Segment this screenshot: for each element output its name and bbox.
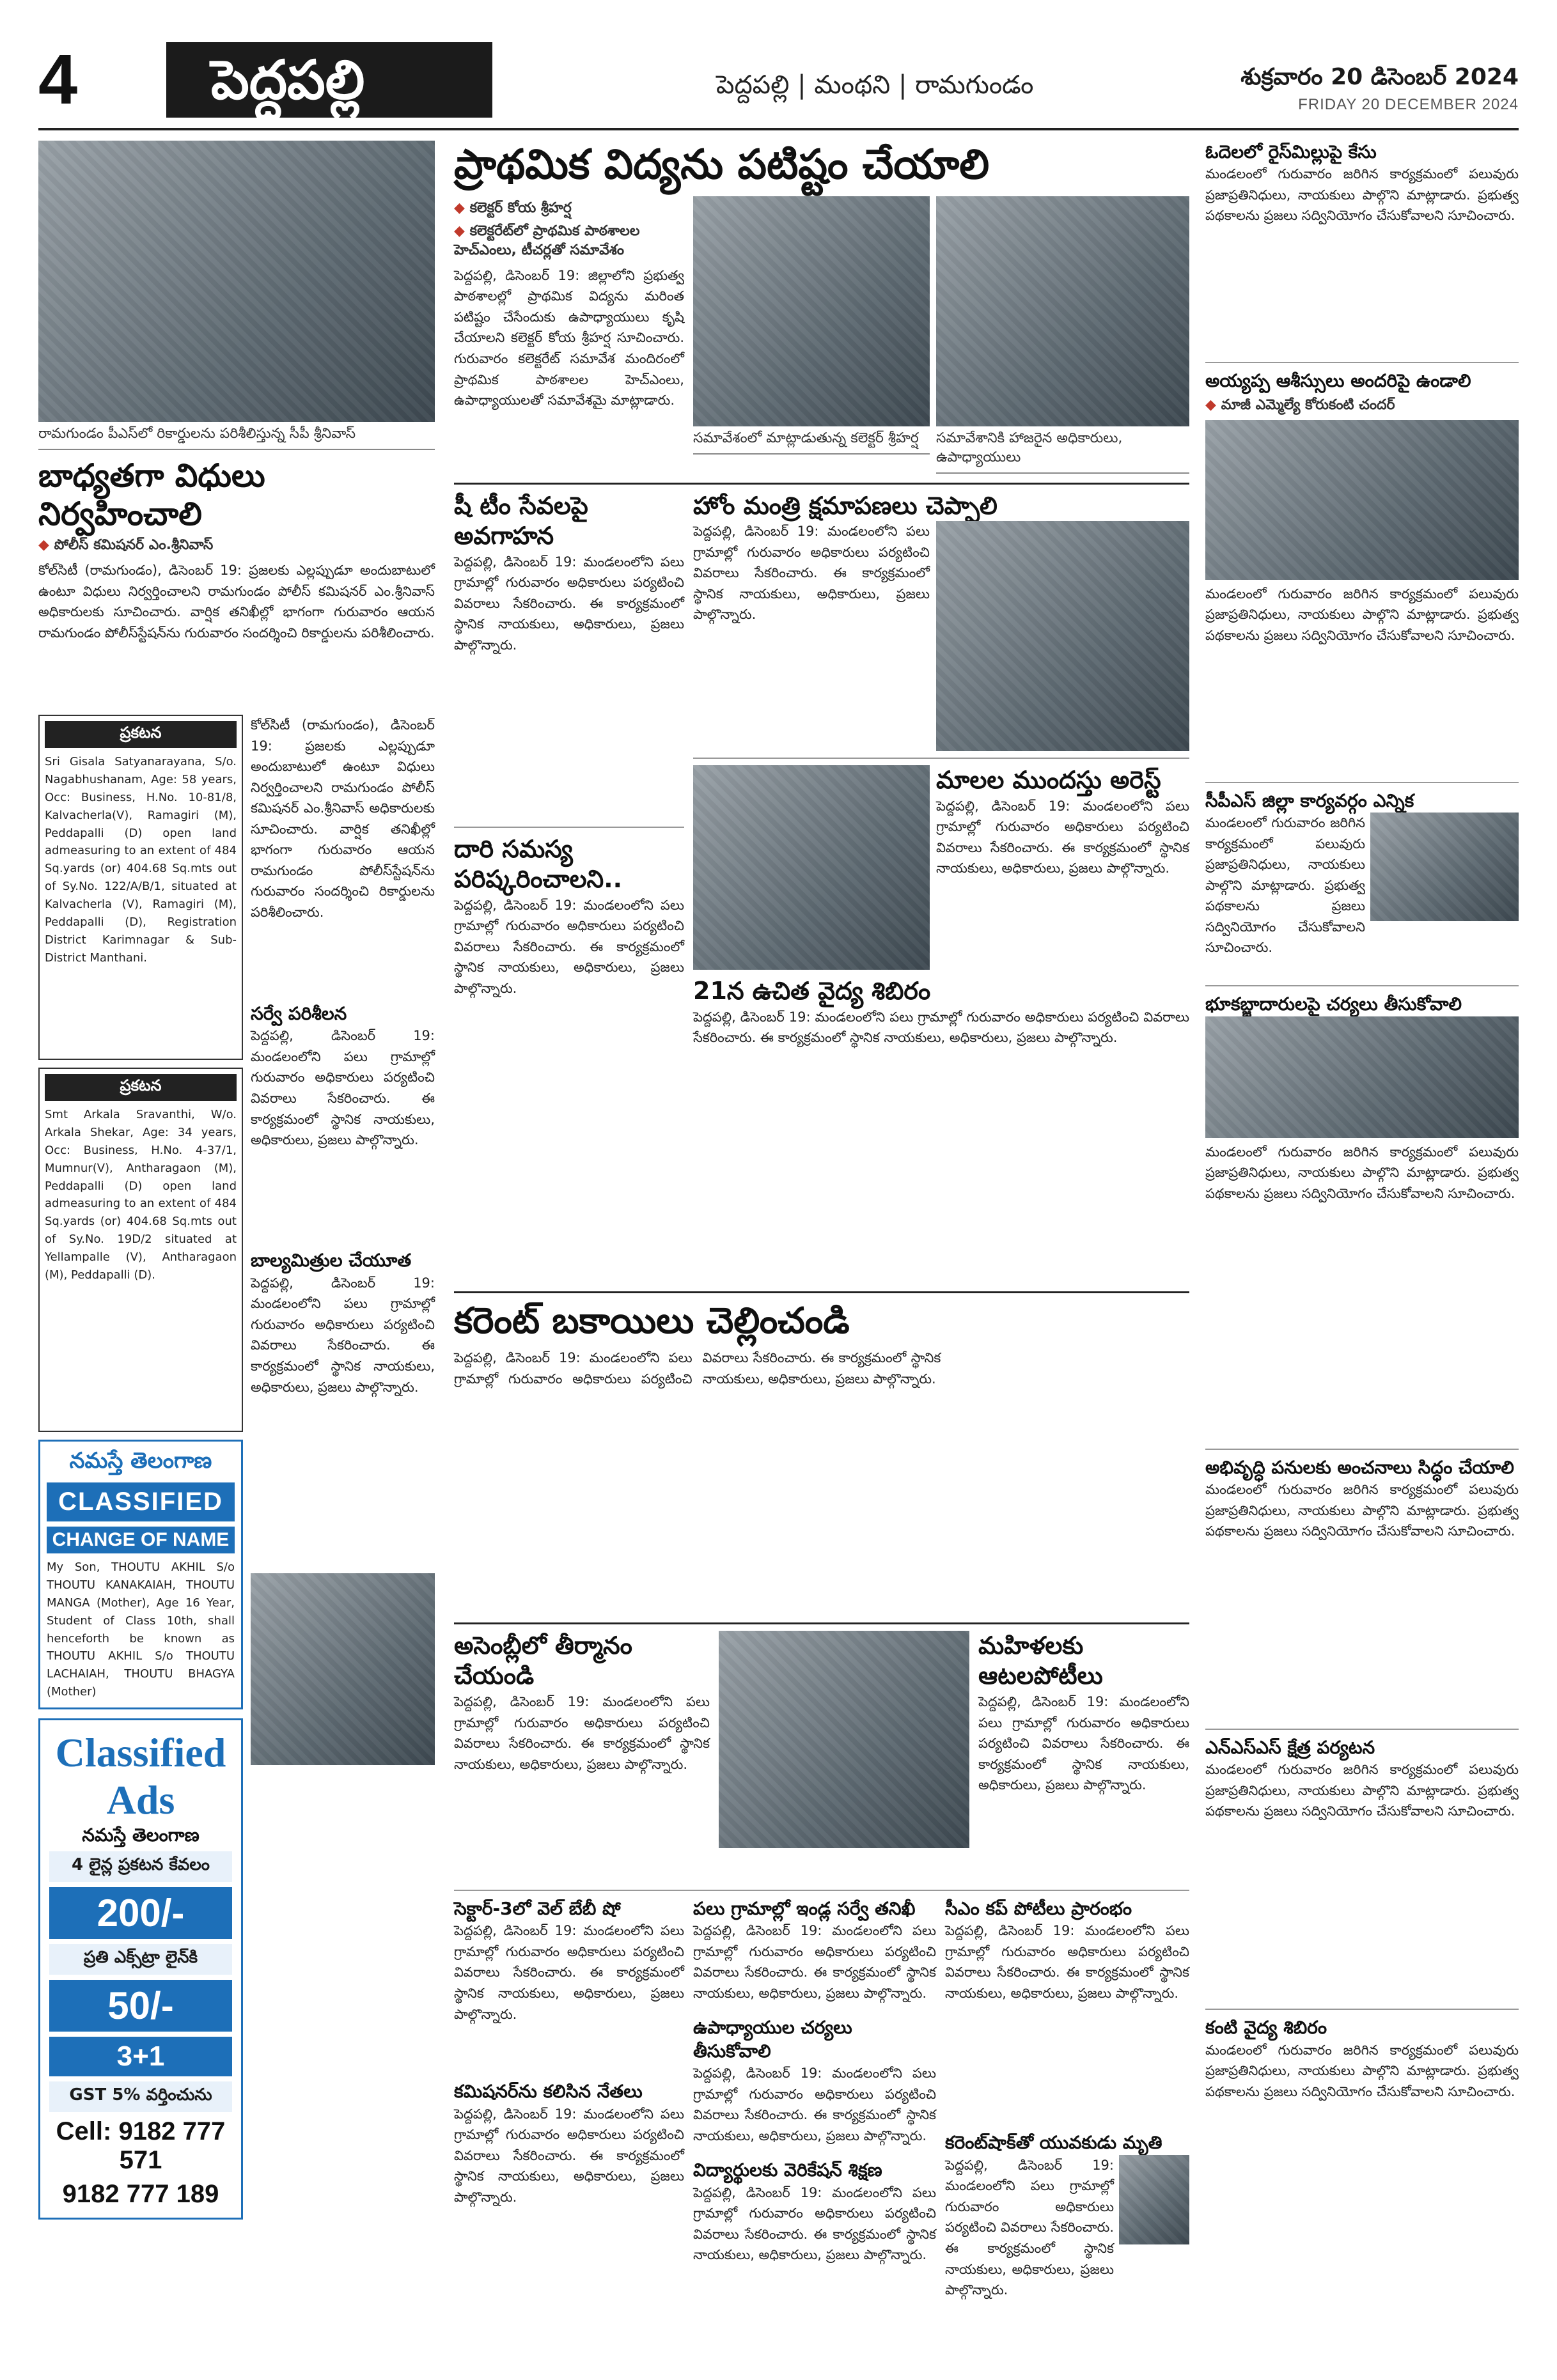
- main-kicker-2: ◆ కలెక్టరేట్‌లో ప్రాథమిక పాఠశాలల హెచ్‌ఎంలు, టీచర్లతో సమావేశం: [454, 223, 684, 261]
- story-body: పెద్దపల్లి, డిసెంబర్ 19: మండలంలోని పలు గ్రామాల్లో గురువారం అధికారులు పర్యటించి వివరాలు సేకరించారు. ఈ కార్యక్రమంలో స్థానిక నాయకులు, అధికారులు, ప్రజలు పాల్గొన్నారు.: [693, 1009, 1189, 1046]
- date-english: FRIDAY 20 DECEMBER 2024: [1298, 96, 1519, 113]
- main-body: పెద్దపల్లి, డిసెంబర్ 19: జిల్లాలోని ప్రభుత్వ పాఠశాలల్లో ప్రాథమిక విద్యను మరింత పటిష్టం చేసేందుకు ఉపాధ్యాయులు కృషి చేయాలని కలెక్టర్ కోయ శ్రీహర్ష సూచించారు. గురువారం కలెక్టరేట్ సమావేశ మందిరంలో ప్రాథమిక పాఠశాలల హెచ్‌ఎంలు, ఉపాధ్యాయులతో సమావేశమై మాట్లాడారు.: [454, 267, 684, 408]
- story-body: మండలంలో గురువారం జరిగిన కార్యక్రమంలో పలువురు ప్రజాప్రతినిధులు, నాయకులు పాల్గొని మాట్లాడారు. ప్రభుత్వ పథకాలను ప్రజలు సద్వినియోగం చేసుకోవాలని సూచించారు.: [1205, 586, 1519, 643]
- story-headline: భూకబ్జాదారులపై చర్యలు తీసుకోవాలి: [1205, 993, 1462, 1015]
- story-body: పెద్దపల్లి, డిసెంబర్ 19: మండలంలోని పలు గ్రామాల్లో గురువారం అధికారులు పర్యటించి వివరాలు సేకరించారు. ఈ కార్యక్రమంలో స్థానిక నాయకులు, అధికారులు, ప్రజలు పాల్గొన్నారు.: [945, 2157, 1114, 2298]
- main-headline: ప్రాథమిక విద్యను పటిష్టం చేయాలి: [454, 141, 990, 189]
- portrait-photo: [1370, 813, 1519, 921]
- story-headline: అభివృద్ధి పనులకు అంచనాలు సిద్ధం చేయాలి: [1205, 1456, 1514, 1478]
- story-body: పెద్దపల్లి, డిసెంబర్ 19: మండలంలోని పలు గ్రామాల్లో గురువారం అధికారులు పర్యటించి వివరాలు సేకరించారు. ఈ కార్యక్రమంలో స్థానిక నాయకులు, అధికారులు, ప్రజలు పాల్గొన్నారు.: [936, 798, 1189, 876]
- story-body: పెద్దపల్లి, డిసెంబర్ 19: మండలంలోని పలు గ్రామాల్లో గురువారం అధికారులు పర్యటించి వివరాలు సేకరించారు. ఈ కార్యక్రమంలో స్థానిక నాయకులు, అధికారులు, ప్రజలు పాల్గొన్నారు.: [945, 1923, 1189, 2002]
- story-body-continued: కోల్‌సిటీ (రామగుండం), డిసెంబర్ 19: ప్రజలకు ఎల్లప్పుడూ అందుబాటులో ఉంటూ విధులు నిర్వర్తించాలని రామగుండం పోలీస్ కమిషనర్ ఎం.శ్రీనివాస్ అధికారులకు సూచించారు. వార్షిక తనిఖీల్లో భాగంగా గురువారం ఆయన రామగుండం పోలీస్‌స్టేషన్‌ను గురువారం సందర్శించి రికార్డులను పరిశీలించారు.: [251, 717, 435, 920]
- notice-2: [38, 1068, 243, 1432]
- story-headline: అసెంబ్లీలో తీర్మానం చేయండి: [454, 1631, 632, 1690]
- divider: [1205, 1729, 1519, 1730]
- notice-title: ప్రకటన: [45, 721, 237, 748]
- cp-photo: [38, 141, 435, 422]
- story-photo: [1205, 420, 1519, 580]
- ad-gst: GST 5% వర్తించును: [49, 2081, 232, 2112]
- photo-caption: రామగుండం పీఎస్‌లో రికార్డులను పరిశీలిస్తున్న సీపీ శ్రీనివాస్: [38, 422, 435, 450]
- left-column: [38, 141, 435, 2354]
- story-body: మండలంలో గురువారం జరిగిన కార్యక్రమంలో పలువురు ప్రజాప్రతినిధులు, నాయకులు పాల్గొని మాట్లాడారు. ప్రభుత్వ పథకాలను ప్రజలు సద్వినియోగం చేసుకోవాలని సూచించారు.: [1205, 2042, 1519, 2099]
- divider: [454, 827, 684, 828]
- story-headline: ఉపాధ్యాయుల చర్యలు తీసుకోవాలి: [693, 2017, 852, 2062]
- divider: [1205, 362, 1519, 363]
- ad-tagline: నమస్తే తెలంగాణ: [82, 1824, 200, 1846]
- story-body: మండలంలో గురువారం జరిగిన కార్యక్రమంలో పలువురు ప్రజాప్రతినిధులు, నాయకులు పాల్గొని మాట్లాడారు. ప్రభుత్వ పథకాలను ప్రజలు సద్వినియోగం చేసుకోవాలని సూచించారు.: [1205, 815, 1365, 956]
- story-headline: కరెంట్ బకాయిలు చెల్లించండి: [454, 1300, 850, 1342]
- notice-title: ప్రకటన: [45, 1074, 237, 1101]
- photo-caption: సమావేశానికి హాజరైన అధికారులు, ఉపాధ్యాయులు: [936, 426, 1189, 474]
- main-kicker-1: ◆ కలెక్టర్ కోయ శ్రీహర్ష: [454, 200, 684, 219]
- story-headline: మహిళలకు ఆటలపోటీలు: [978, 1631, 1103, 1690]
- page-number: 4: [38, 40, 78, 119]
- collector-photo: [693, 196, 930, 426]
- story-headline: బాధ్యతగా విధులు నిర్వహించాలి: [38, 457, 265, 533]
- story-body: మండలంలో గురువారం జరిగిన కార్యక్రమంలో పలువురు ప్రజాప్రతినిధులు, నాయకులు పాల్గొని మాట్లాడారు. ప్రభుత్వ పథకాలను ప్రజలు సద్వినియోగం చేసుకోవాలని సూచించారు.: [1205, 166, 1519, 224]
- story-headline: ఓదెలలో రైస్‌మిల్లుపై కేసు: [1205, 141, 1377, 162]
- story-body: పెద్దపల్లి, డిసెంబర్ 19: మండలంలోని పలు గ్రామాల్లో గురువారం అధికారులు పర్యటించి వివరాలు సేకరించారు. ఈ కార్యక్రమంలో స్థానిక నాయకులు, అధికారులు, ప్రజలు పాల్గొన్నారు.: [693, 524, 930, 623]
- classified-box: [38, 1440, 243, 1709]
- story-body: పెద్దపల్లి, డిసెంబర్ 19: మండలంలోని పలు గ్రామాల్లో గురువారం అధికారులు పర్యటించి వివరాలు సేకరించారు. ఈ కార్యక్రమంలో స్థానిక నాయకులు, అధికారులు, ప్రజలు పాల్గొన్నారు.: [978, 1693, 1189, 1793]
- story-body: పెద్దపల్లి, డిసెంబర్ 19: మండలంలోని పలు గ్రామాల్లో గురువారం అధికారులు పర్యటించి వివరాలు సేకరించారు. ఈ కార్యక్రమంలో స్థానిక నాయకులు, అధికారులు, ప్రజలు పాల్గొన్నారు.: [454, 1693, 710, 1772]
- story-headline: 21న ఉచిత వైద్య శిబిరం: [693, 977, 931, 1006]
- story-body: పెద్దపల్లి, డిసెంబర్ 19: మండలంలోని పలు గ్రామాల్లో గురువారం అధికారులు పర్యటించి వివరాలు సేకరించారు. ఈ కార్యక్రమంలో స్థానిక నాయకులు, అధికారులు, ప్రజలు పాల్గొన్నారు.: [693, 2065, 936, 2143]
- masthead-rule: [38, 128, 1519, 130]
- divider: [693, 758, 1189, 759]
- divider: [454, 1890, 1189, 1891]
- ad-price2: 50/-: [49, 1980, 232, 2032]
- story-body: పెద్దపల్లి, డిసెంబర్ 19: మండలంలోని పలు గ్రామాల్లో గురువారం అధికారులు పర్యటించి వివరాలు సేకరించారు. ఈ కార్యక్రమంలో స్థానిక నాయకులు, అధికారులు, ప్రజలు పాల్గొన్నారు.: [454, 897, 684, 996]
- story-body: పెద్దపల్లి, డిసెంబర్ 19: మండలంలోని పలు గ్రామాల్లో గురువారం అధికారులు పర్యటించి వివరాలు సేకరించారు. ఈ కార్యక్రమంలో స్థానిక నాయకులు, అధికారులు, ప్రజలు పాల్గొన్నారు.: [454, 1923, 684, 2022]
- story-photo: [693, 765, 930, 970]
- story-photo: [251, 1573, 435, 1765]
- story-body: మండలంలో గురువారం జరిగిన కార్యక్రమంలో పలువురు ప్రజాప్రతినిధులు, నాయకులు పాల్గొని మాట్లాడారు. ప్రభుత్వ పథకాలను ప్రజలు సద్వినియోగం చేసుకోవాలని సూచించారు.: [1205, 1762, 1519, 1819]
- classified-brand: నమస్తే తెలంగాణ: [69, 1448, 212, 1474]
- story-headline: సీపీఎస్ జిల్లా కార్యవర్గం ఎన్నిక: [1205, 789, 1414, 811]
- story-body: పెద్దపల్లి, డిసెంబర్ 19: మండలంలోని పలు గ్రామాల్లో గురువారం అధికారులు పర్యటించి వివరాలు సేకరించారు. ఈ కార్యక్రమంలో స్థానిక నాయకులు, అధికారులు, ప్రజలు పాల్గొన్నారు.: [454, 1349, 941, 1387]
- story-headline: అయ్యప్ప ఆశీస్సులు అందరిపై ఉండాలి: [1205, 370, 1471, 392]
- divider: [1205, 985, 1519, 986]
- story-headline: ఎన్‌ఎస్‌ఎస్ క్షేత్ర పర్యటన: [1205, 1736, 1375, 1758]
- section-subtitle: పెద్దపల్లి | మంథని | రామగుండం: [716, 70, 1034, 100]
- story-headline: కమిషనర్‌ను కలిసిన నేతలు: [454, 2081, 643, 2103]
- story-kicker: ◆ మాజీ ఎమ్మెల్యే కోరుకంటి చందర్: [1205, 397, 1519, 416]
- story-body: పెద్దపల్లి, డిసెంబర్ 19: మండలంలోని పలు గ్రామాల్లో గురువారం అధికారులు పర్యటించి వివరాలు సేకరించారు. ఈ కార్యక్రమంలో స్థానిక నాయకులు, అధికారులు, ప్రజలు పాల్గొన్నారు.: [454, 2106, 684, 2205]
- divider: [454, 483, 1189, 485]
- story-headline: కంటి వైద్య శిబిరం: [1205, 2017, 1327, 2039]
- story-headline: సర్వే పరిశీలన: [251, 1003, 347, 1024]
- ad-phone-2: 9182 777 189: [62, 2179, 219, 2208]
- story-headline: దారి సమస్య పరిష్కరించాలని..: [454, 834, 623, 894]
- right-column: [1205, 141, 1519, 2354]
- ad-logo: Classified Ads: [55, 1730, 226, 1823]
- masthead: [38, 38, 1519, 121]
- divider: [1205, 1449, 1519, 1450]
- story-headline: విద్యార్థులకు వెరికేషన్ శిక్షణ: [693, 2159, 882, 2181]
- story-headline: షీ టీం సేవలపై అవగాహన: [454, 491, 588, 550]
- divider: [1205, 782, 1519, 783]
- portrait-photo: [1119, 2155, 1189, 2244]
- story-headline: సీఎం కప్ పోటీలు ప్రారంభం: [945, 1897, 1132, 1919]
- date-telugu: శుక్రవారం 20 డిసెంబర్ 2024: [1240, 64, 1519, 90]
- notice-body: Smt Arkala Sravanthi, W/o. Arkala Shekar, Age: 34 years, Occ: Business, H.No. 4-37/1, Mumnur(V), Antharagaon (M), Peddapalli (D) open land admeasuring to an extent of 484 Sq.yards (or) 404.68 Sq.mts out of Sy.No. 19D/2 situated at Yellampalle (V), Antharagaon (M), Peddapalli (D).: [45, 1108, 237, 1282]
- classified-title: CLASSIFIED: [47, 1482, 235, 1521]
- story-photo: [719, 1631, 969, 1848]
- story-body: మండలంలో గురువారం జరిగిన కార్యక్రమంలో పలువురు ప్రజాప్రతినిధులు, నాయకులు పాల్గొని మాట్లాడారు. ప్రభుత్వ పథకాలను ప్రజలు సద్వినియోగం చేసుకోవాలని సూచించారు.: [1205, 1481, 1519, 1539]
- story-body: మండలంలో గురువారం జరిగిన కార్యక్రమంలో పలువురు ప్రజాప్రతినిధులు, నాయకులు పాల్గొని మాట్లాడారు. ప్రభుత్వ పథకాలను ప్రజలు సద్వినియోగం చేసుకోవాలని సూచించారు.: [1205, 1144, 1519, 1201]
- story-photo: [936, 521, 1189, 751]
- story-body: పెద్దపల్లి, డిసెంబర్ 19: మండలంలోని పలు గ్రామాల్లో గురువారం అధికారులు పర్యటించి వివరాలు సేకరించారు. ఈ కార్యక్రమంలో స్థానిక నాయకులు, అధికారులు, ప్రజలు పాల్గొన్నారు.: [251, 1275, 435, 1395]
- notice-1: [38, 715, 243, 1060]
- ad-price1-label: 4 లైన్ల ప్రకటన కేవలం: [49, 1851, 232, 1882]
- story-headline: కరెంట్‌షాక్‌తో యువకుడు మృతి: [945, 2132, 1162, 2154]
- story-headline: హోం మంత్రి క్షమాపణలు చెప్పాలి: [693, 491, 998, 520]
- divider: [454, 1291, 1189, 1293]
- story-body: పెద్దపల్లి, డిసెంబర్ 19: మండలంలోని పలు గ్రామాల్లో గురువారం అధికారులు పర్యటించి వివరాలు సేకరించారు. ఈ కార్యక్రమంలో స్థానిక నాయకులు, అధికారులు, ప్రజలు పాల్గొన్నారు.: [693, 2184, 936, 2263]
- ad-phone-1: Cell: 9182 777 571: [56, 2117, 226, 2174]
- section-title: పెద్దపల్లి: [166, 42, 492, 118]
- meeting-photo: [936, 196, 1189, 426]
- classified-ad: [38, 1718, 243, 2219]
- change-name-title: CHANGE OF NAME: [47, 1527, 235, 1553]
- story-photo: [1205, 1016, 1519, 1138]
- story-body: పెద్దపల్లి, డిసెంబర్ 19: మండలంలోని పలు గ్రామాల్లో గురువారం అధికారులు పర్యటించి వివరాలు సేకరించారు. ఈ కార్యక్రమంలో స్థానిక నాయకులు, అధికారులు, ప్రజలు పాల్గొన్నారు.: [454, 554, 684, 653]
- change-name-body: My Son, THOUTU AKHIL S/o THOUTU KANAKAIAH, THOUTU MANGA (Mother), Age 16 Year, Student of Class 10th, shall henceforth be known as THOUTU AKHIL S/o THOUTU LACHAIAH, THOUTU BHAGYA (Mother): [47, 1560, 235, 1699]
- story-kicker: ◆ పోలీస్ కమిషనర్ ఎం.శ్రీనివాస్: [38, 537, 435, 556]
- story-body: కోల్‌సిటీ (రామగుండం), డిసెంబర్ 19: ప్రజలకు ఎల్లప్పుడూ అందుబాటులో ఉంటూ విధులు నిర్వర్తించాలని రామగుండం పోలీస్ కమిషనర్ ఎం.శ్రీనివాస్ అధికారులకు సూచించారు. వార్షిక తనిఖీల్లో భాగంగా గురువారం ఆయన రామగుండం పోలీస్‌స్టేషన్‌ను గురువారం సందర్శించి రికార్డులను పరిశీలించారు.: [38, 563, 435, 641]
- ad-price2-label: ప్రతి ఎక్స్‌ట్రా లైన్‌కి: [49, 1944, 232, 1975]
- story-headline: మాలల ముందస్తు అరెస్ట్: [936, 766, 1161, 795]
- story-headline: పలు గ్రామాల్లో ఇండ్ల సర్వే తనిఖీ: [693, 1897, 916, 1919]
- ad-offer: 3+1: [49, 2037, 232, 2076]
- divider: [454, 1622, 1189, 1624]
- ad-price1: 200/-: [49, 1887, 232, 1939]
- story-body: పెద్దపల్లి, డిసెంబర్ 19: మండలంలోని పలు గ్రామాల్లో గురువారం అధికారులు పర్యటించి వివరాలు సేకరించారు. ఈ కార్యక్రమంలో స్థానిక నాయకులు, అధికారులు, ప్రజలు పాల్గొన్నారు.: [693, 1923, 936, 2002]
- photo-caption: సమావేశంలో మాట్లాడుతున్న కలెక్టర్ శ్రీహర్ష: [693, 426, 930, 455]
- story-headline: బాల్యమిత్రుల చేయూత: [251, 1250, 412, 1272]
- middle-column: [454, 141, 1189, 2354]
- notice-body: Sri Gisala Satyanarayana, S/o. Nagabhushanam, Age: 58 years, Occ: Business, H.No. 10-81/8, Kalvacherla(V), Ramagiri (M), Peddapalli (D) open land admeasuring to an extent of 484 Sq.yards (or) 404.68 Sq.mts out of Sy.No. 122/A/B/1, situated at Kalvacherla (V), Ramagiri (M), Peddapalli (D), Registration District Karimnagar & Sub-District Manthani.: [45, 755, 237, 965]
- divider: [1205, 2009, 1519, 2010]
- story-body: పెద్దపల్లి, డిసెంబర్ 19: మండలంలోని పలు గ్రామాల్లో గురువారం అధికారులు పర్యటించి వివరాలు సేకరించారు. ఈ కార్యక్రమంలో స్థానిక నాయకులు, అధికారులు, ప్రజలు పాల్గొన్నారు.: [251, 1028, 435, 1148]
- story-headline: సెక్టార్-3లో వెల్ బేబీ షో: [454, 1897, 621, 1919]
